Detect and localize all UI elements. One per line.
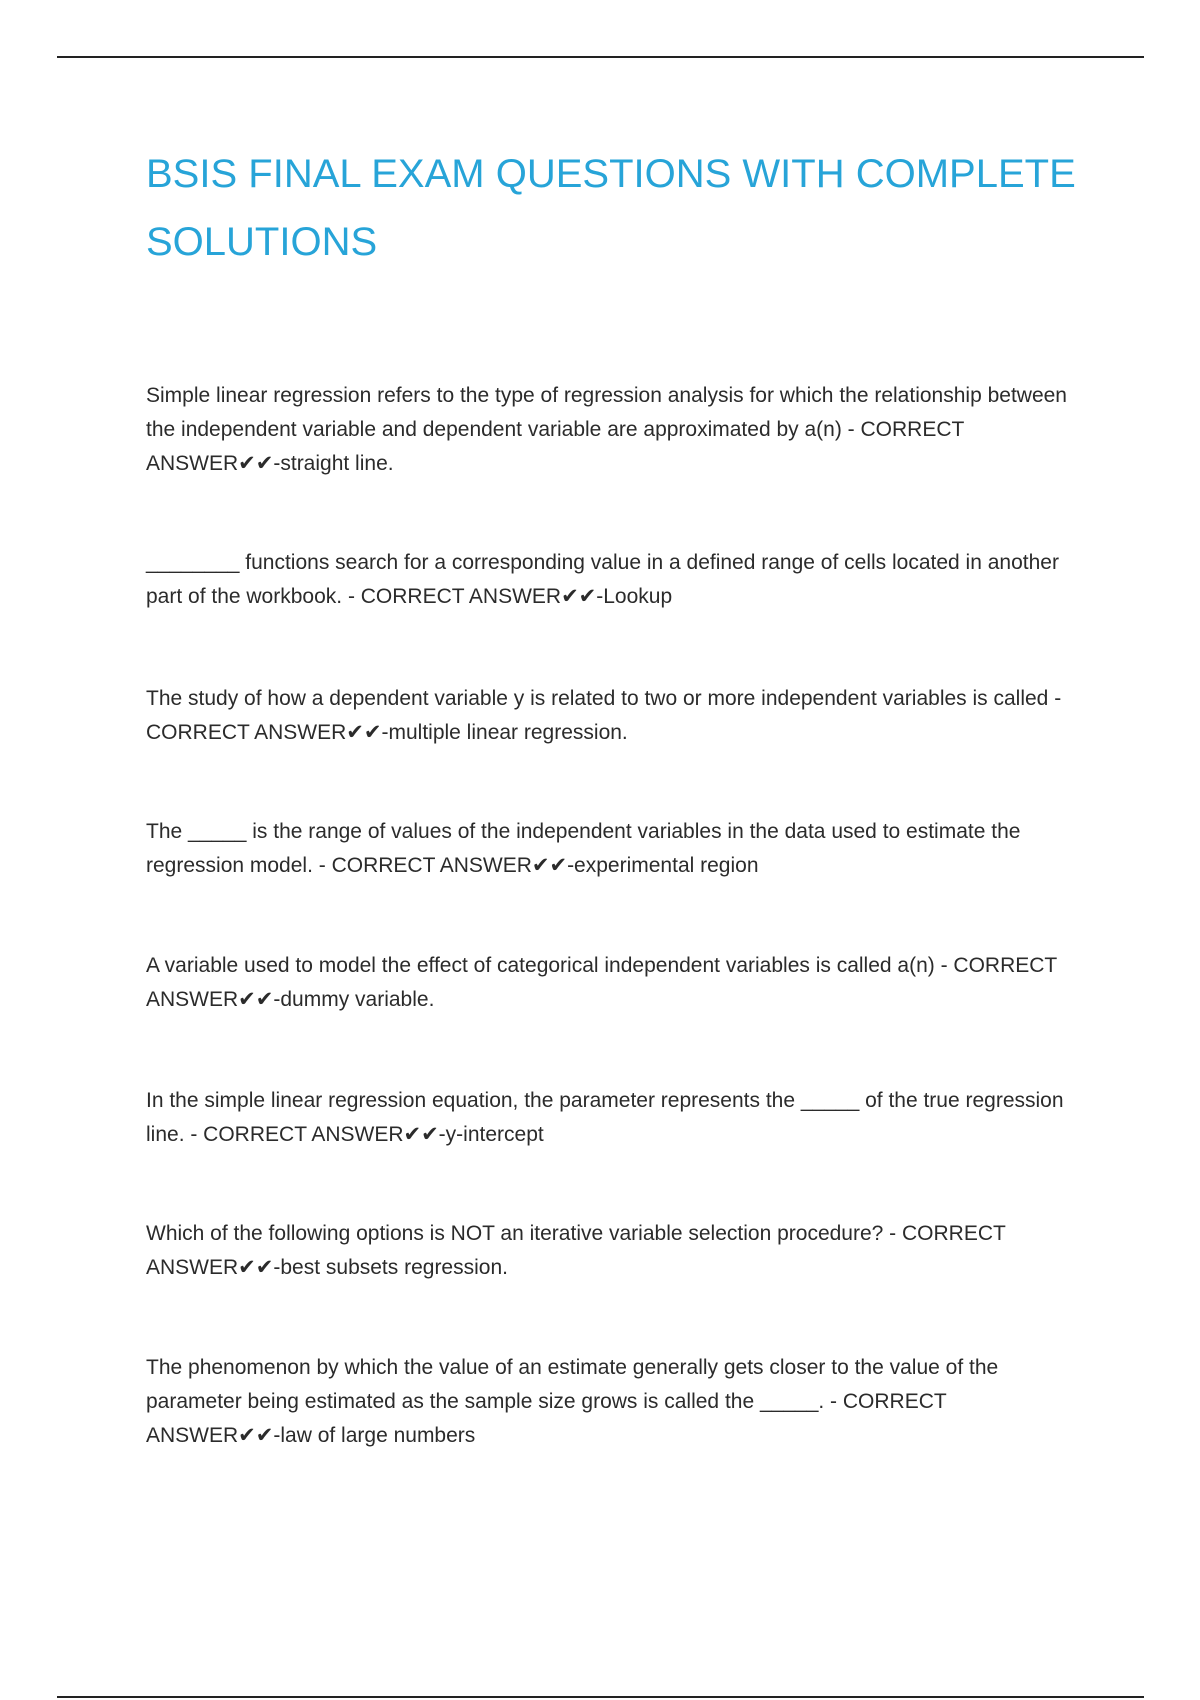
- header-rule: [57, 56, 1144, 58]
- qa-item-3: The study of how a dependent variable y is related to two or more independent variables is called - CORRECT ANSWER✔✔-multiple linear regression.: [146, 687, 1062, 744]
- footer-rule: [57, 1696, 1144, 1698]
- qa-item-7: Which of the following options is NOT an iterative variable selection procedure? - CORRECT ANSWER✔✔-best subsets regression.: [146, 1222, 1006, 1279]
- document-title: BSIS FINAL EXAM QUESTIONS WITH COMPLETE SOLUTIONS: [146, 152, 1076, 264]
- qa-item-1: Simple linear regression refers to the type of regression analysis for which the relationship between the independent variable and dependent variable are approximated by a(n) - CORRECT ANSWER✔✔-straight line.: [146, 384, 1067, 475]
- qa-item-5: A variable used to model the effect of categorical independent variables is called a(n) - CORRECT ANSWER✔✔-dummy variable.: [146, 954, 1057, 1011]
- qa-item-2: ________ functions search for a corresponding value in a defined range of cells located in another part of the workbook. - CORRECT ANSWER✔✔-Lookup: [146, 551, 1059, 608]
- qa-item-4: The _____ is the range of values of the independent variables in the data used to estimate the regression model. - CORRECT ANSWER✔✔-experimental region: [146, 820, 1021, 877]
- qa-item-8: The phenomenon by which the value of an estimate generally gets closer to the value of the parameter being estimated as the sample size grows is called the _____. - CORRECT ANSWER✔✔-law of large numbers: [146, 1356, 999, 1447]
- qa-item-6: In the simple linear regression equation, the parameter represents the _____ of the true regression line. - CORRECT ANSWER✔✔-y-intercept: [146, 1089, 1064, 1146]
